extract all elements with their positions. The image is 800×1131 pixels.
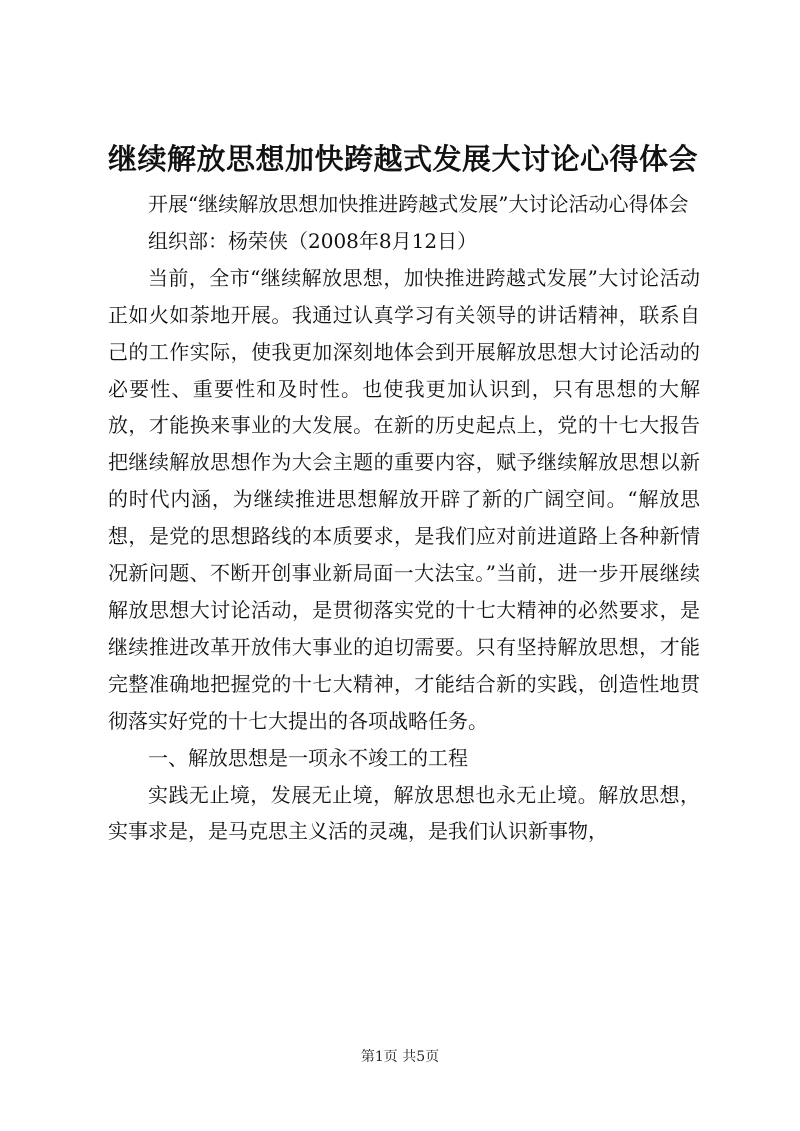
body-paragraph: 当前，全市“继续解放思想，加快推进跨越式发展”大讨论活动正如火如荼地开展。我通过认真学习有关领导的讲话精神，联系自己的工作实际，使我更加深刻地体会到开展解放思想大讨论活动的必要性、重要性和及时性。也使我更加认识到，只有思想的大解放，才能换来事业的大发展。在新的历史起点上，党的十七大报告把继续解放思想作为大会主题的重要内容，赋予继续解放思想以新的时代内涵，为继续推进思想解放开辟了新的广阔空间。“解放思想，是党的思想路线的本质要求，是我们应对前进道路上各种新情况新问题、不断开创事业新局面一大法宝。”当前，进一步开展继续解放思想大讨论活动，是贯彻落实党的十七大精神的必然要求，是继续推进改革开放伟大事业的迫切需要。只有坚持解放思想，才能完整准确地把握党的十七大精神，才能结合新的实践，创造性地贯彻落实好党的十七大提出的各项战略任务。 <box>108 265 700 733</box>
document-body <box>108 186 700 850</box>
section-heading: 一、解放思想是一项永不竣工的工程 <box>148 745 468 770</box>
body-paragraph: 实践无止境，发展无止境，解放思想也永无止境。解放思想，实事求是，是马克思主义活的灵魂，是我们认识新事物， <box>108 782 700 844</box>
document-title: 继续解放思想加快跨越式发展大讨论心得体会 <box>108 142 699 176</box>
author-line: 组织部：杨荣侠（2008年8月12日） <box>148 228 478 253</box>
page-footer: 第1页 共5页 <box>360 1049 440 1065</box>
subtitle-paragraph: 开展“继续解放思想加快推进跨越式发展”大讨论活动心得体会 <box>148 192 689 216</box>
